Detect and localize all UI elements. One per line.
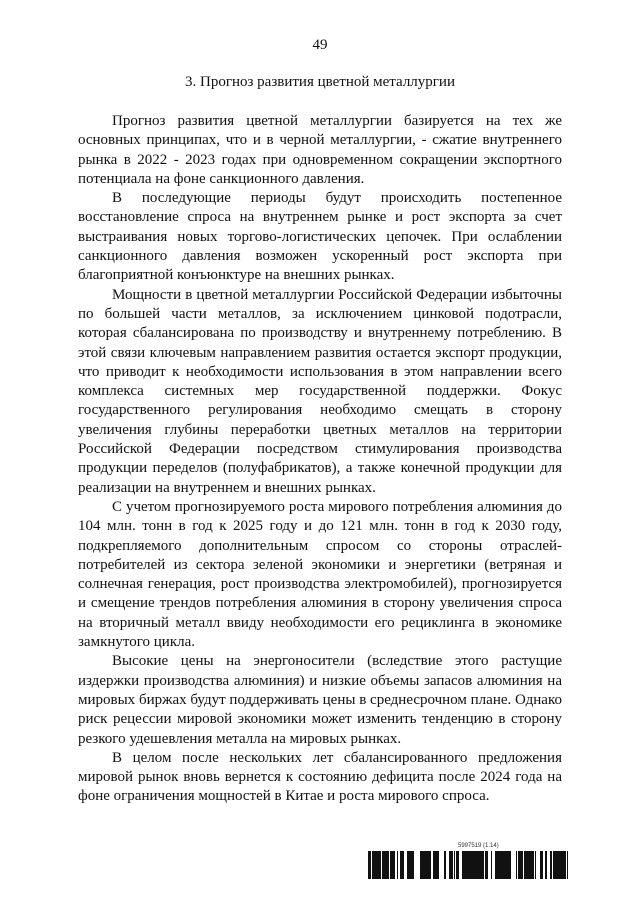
document-stamp: 5997519 (1.14) <box>458 843 499 849</box>
paragraph: Мощности в цветной металлургии Российской Федерации избыточны по большей части металлов, за исключением цинковой подотрасли, которая сбалансирована по производству и внутреннему потреблению. В этой связи ключевым направлением развития остается экспорт продукции, что приводит к необходимости использования в этом направлении всего комплекса системных мер государственной поддержки. Фокус государственного регулирования необходимо смещать в сторону увеличения глубины переработки цветных металлов на территории Российской Федерации посредством стимулирования производства продукции переделов (полуфабрикатов), а также конечной продукции для реализации на внутреннем и внешних рынках. <box>78 286 562 496</box>
page-number: 49 <box>312 37 328 53</box>
document-body <box>78 112 562 807</box>
paragraph: С учетом прогнозируемого роста мирового потребления алюминия до 104 млн. тонн в год к 2025 году и до 121 млн. тонн в год к 2030 году, подкрепляемого дополнительным спросом со стороны отраслей-потребителей из сектора зеленой экономики и энергетики (ветряная и солнечная генерация, рост производства электромобилей), прогнозируется и смещение трендов потребления алюминия в сторону увеличения спроса на вторичный металл ввиду необходимости его рециклинга в экономике замкнутого цикла. <box>78 498 562 651</box>
section-heading: 3. Прогноз развития цветной металлургии <box>184 74 455 90</box>
barcode-icon <box>368 851 568 879</box>
paragraph: В последующие периоды будут происходить постепенное восстановление спроса на внутреннем рынке и рост экспорта за счет выстраивания новых торгово-логистических цепочек. При ослаблении санкционного давления возможен ускоренный рост экспорта при благоприятной конъюнктуре на внешних рынках. <box>78 190 562 284</box>
paragraph: В целом после нескольких лет сбалансированного предложения мировой рынок вновь вернется к состоянию дефицита после 2024 года на фоне ограничения мощностей в Китае и роста мирового спроса. <box>78 749 562 805</box>
paragraph: Прогноз развития цветной металлургии базируется на тех же основных принципах, что и в черной металлургии, - сжатие внутреннего рынка в 2022 - 2023 годах при одновременном сокращении экспортного потенциала на фоне санкционного давления. <box>78 113 562 187</box>
paragraph: Высокие цены на энергоносители (вследствие этого растущие издержки производства алюминия) и низкие объемы запасов алюминия на мировых биржах будут поддерживать цены в среднесрочном плане. Однако риск рецессии мировой экономики может изменить тенденцию в сторону резкого удешевления металла на мировых рынках. <box>78 653 562 747</box>
